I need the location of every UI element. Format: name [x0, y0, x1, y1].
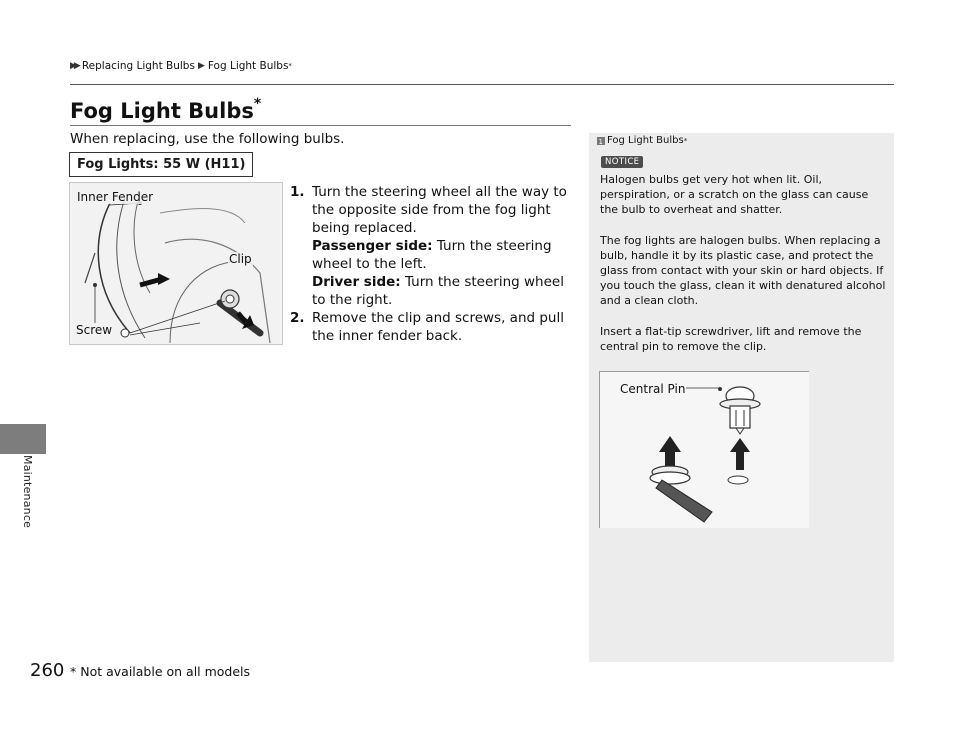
step-2-number: 2. [290, 310, 305, 326]
step-1-driver [312, 273, 580, 309]
notes-text [600, 172, 888, 369]
notes-heading [597, 135, 687, 146]
driver-side-label: Driver side: [312, 274, 401, 290]
passenger-side-label: Passenger side: [312, 238, 433, 254]
clip-label: Clip [229, 252, 252, 266]
notes-paragraph-1: Halogen bulbs get very hot when lit. Oil, perspiration, or a scratch on the glass can cause the bulb to overheat and shatter. [600, 173, 869, 217]
step-2-text: Remove the clip and screws, and pull the inner fender back. [312, 310, 564, 344]
intro-text: When replacing, use the following bulbs. [70, 131, 345, 147]
section-label: Maintenance [21, 455, 34, 529]
breadcrumb-item-replacing-light-bulbs[interactable]: Replacing Light Bulbs [81, 60, 195, 72]
step-1-number: 1. [290, 184, 305, 200]
notes-heading-text: Fog Light Bulbs [607, 135, 684, 146]
central-pin-label: Central Pin [620, 382, 686, 396]
driver-side-text: Turn the steering wheel to the right. [312, 274, 564, 308]
section-tab [0, 424, 46, 454]
footnote: * Not available on all models [70, 664, 251, 679]
procedure-steps [290, 183, 580, 345]
step-1 [290, 183, 580, 309]
reference-marker-icon [597, 137, 605, 145]
header-divider [70, 84, 894, 85]
step-2 [290, 309, 580, 345]
screw-label: Screw [76, 323, 113, 337]
breadcrumb-separator-icon: ▶ [197, 61, 205, 71]
page-title-text: Fog Light Bulbs [70, 99, 254, 123]
notes-paragraph-2: The fog lights are halogen bulbs. When replacing a bulb, handle it by its plastic case, and protect the glass from contact with your skin or hard objects. If you touch the glass, clean it with denatured alcohol and a clean cloth. [600, 233, 886, 308]
step-1-passenger [312, 237, 580, 273]
inner-fender-label: Inner Fender [77, 190, 154, 204]
notes-heading-asterisk: * [683, 136, 688, 145]
breadcrumb [70, 60, 292, 72]
breadcrumb-arrow-icon: ▶▶ [70, 61, 78, 71]
step-1-text: Turn the steering wheel all the way to the opposite side from the fog light being replaced. [312, 184, 567, 236]
notice-badge: NOTICE [601, 156, 643, 168]
page-title-asterisk: * [253, 96, 262, 112]
passenger-side-text: Turn the steering wheel to the left. [312, 238, 552, 272]
breadcrumb-asterisk: * [288, 62, 292, 70]
title-divider [70, 125, 571, 126]
central-pin-figure [599, 371, 809, 528]
page-title [70, 98, 261, 123]
bulb-spec-box: Fog Lights: 55 W (H11) [69, 152, 253, 177]
svg-text:1: 1 [598, 137, 603, 145]
page-number: 260 [30, 660, 65, 681]
notes-paragraph-3: Insert a flat-tip screwdriver, lift and remove the central pin to remove the clip. [600, 324, 862, 353]
inner-fender-figure [69, 182, 283, 345]
breadcrumb-item-fog-light-bulbs[interactable]: Fog Light Bulbs [207, 60, 289, 72]
